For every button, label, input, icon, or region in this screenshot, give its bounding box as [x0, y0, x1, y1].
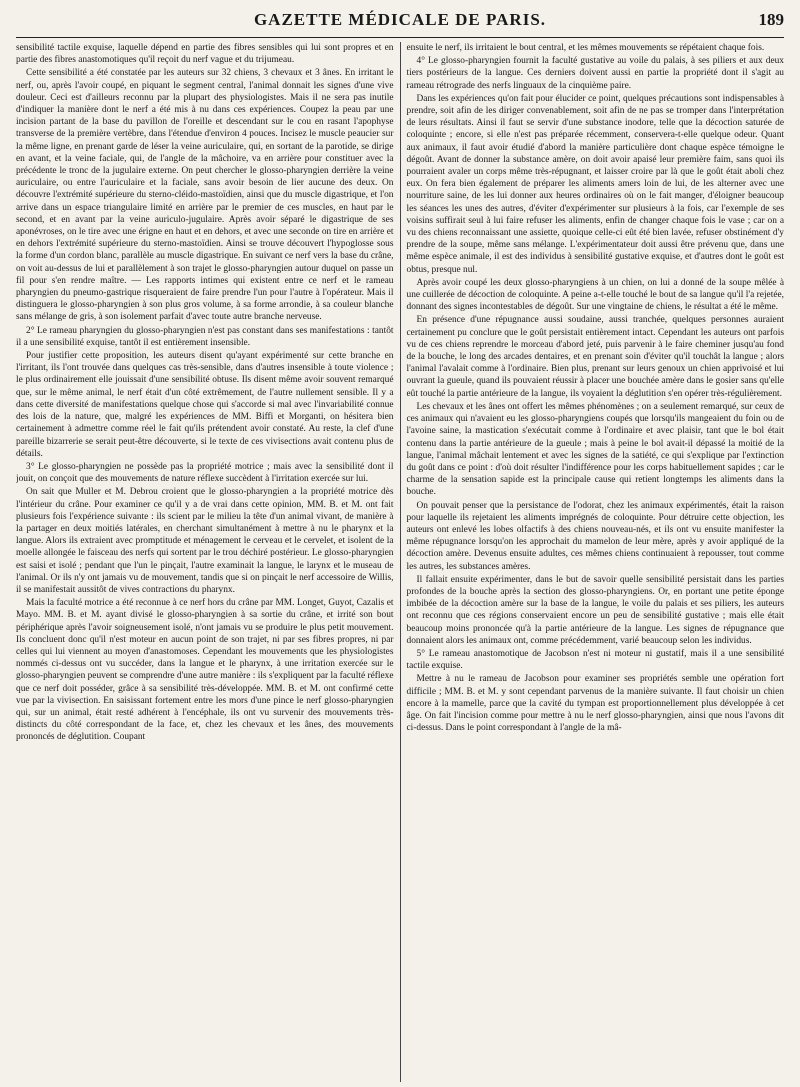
paragraph: 2° Le rameau pharyngien du glosso-pharyngien n'est pas constant dans ses manifestations : tantôt il a une sensibilité exquise, tantôt il est entièrement insensible.: [16, 325, 394, 348]
paragraph: 5° Le rameau anastomotique de Jacobson n'est ni moteur ni gustatif, mais il a une sensibilité tactile exquise.: [406, 648, 784, 672]
paragraph: Dans les expériences qu'on fait pour élucider ce point, quelques précautions sont indispensables à prendre, soit afin de les diriger convenablement, soit afin de ne pas se tromper dans l'interprétation de leurs résultats. Ainsi il faut se servir d'une substance inodore, telle que la décoction saturée de coloquinte ; encore, si elle n'est pas préparée récemment, conservera-t-elle quelque odeur. Quant aux animaux, il faut avoir étudié d'abord la manière particulière dont chaque espèce témoigne le dégoût. Avant de donner la substance amère, on doit avoir apaisé leur première faim, sans quoi ils pourraient avaler un corps même très-répugnant, et laisser croire par là que le goût était aboli chez eux. On fera bien également de préparer les aliments amers loin de lui, de les alterner avec une nourriture saine, de les lui donner aux heures ordinaires où on le fait manger, d'éloigner beaucoup les séances les unes des autres, d'éviter d'expérimenter sur plusieurs à la fois, car l'exemple de ses voisins suffirait seul à lui faire refuser les aliments, enfin de changer chaque fois le vase ; car on a vu des chiens reconnaissant une assiette, quoique celle-ci eût été bien lavée, refuser obstinément d'y prendre de la soupe, même sans mélange. L'expérimentateur doit aussi être prévenu que, dans une même espèce animale, il est des individus à sensibilité gustative exquise, et d'autres dont le goût est obtus, presque nul.: [406, 93, 784, 275]
paragraph: sensibilité tactile exquise, laquelle dépend en partie des fibres sensibles qui lui sont propres et en partie des fibres anastomotiques qu'il reçoit du nerf vague et du trijumeau.: [16, 43, 394, 66]
paragraph: Mais la faculté motrice a été reconnue à ce nerf hors du crâne par MM. Longet, Guyot, Cazalis et Mayo. MM. B. et M. ayant divisé le glosso-pharyngien à sa sortie du crâne, et irrité son bout périphérique après l'avoir soigneusement isolé, n'ont jamais vu se produire le plus petit mouvement. Ils concluent donc qu'il n'est moteur en aucun point de son trajet, ni par ses fibres propres, ni par celles qui lui viennent au moyen d'anastomoses. Cependant les mouvements que les physiologistes nommés ci-dessus ont vu succéder, dans la langue et le pharynx, à une irritation exercée sur le glosso-pharyngien peuvent se comprendre d'une autre manière : ils s'expliquent par la faculté réflexe que ce nerf doit posséder, grâce à sa sensibilité très-développée. MM. B. et M. ont confirmé cette vue par la vivisection. En saisissant fortement entre les mors d'une pince le nerf glosso-pharyngien qui, sur un animal, était resté adhérent à l'encéphale, ils ont vu survenir des mouvements très-distincts du côté correspondant de la face, et, chez les chevaux et les ânes, des mouvements prononcés de déglutition. Coupant: [16, 598, 394, 743]
paragraph: Mettre à nu le rameau de Jacobson pour examiner ses propriétés semble une opération fort difficile ; MM. B. et M. y sont cependant parvenus de la manière suivante. Il faut choisir un chien encore à la mamelle, parce que la cavité du tympan est proportionnellement plus développée à cet âge. On fait l'incision comme pour mettre à nu le nerf glosso-pharyngien, ainsi que nous l'avons dit ci-dessus. Dans le point correspondant à l'angle de la mâ-: [406, 674, 784, 734]
paragraph: 4° Le glosso-pharyngien fournit la faculté gustative au voile du palais, à ses piliers et aux deux tiers postérieurs de la langue. Ces derniers doivent aussi en partie la propriété dont il s'agit au rameau rétrograde des nerfs linguaux de la cinquième paire.: [406, 56, 784, 91]
paragraph: En présence d'une répugnance aussi soudaine, aussi tranchée, quelques personnes auraient certainement pu conclure que le goût persistait entièrement intact. Cependant les auteurs ont parfois vu de ces chiens reprendre le morceau d'abord jeté, puis parvenir à le faire cheminer jusqu'au fond de la bouche, le long des arcades dentaires, et en prenant soin d'éviter qu'il touchât la langue ; alors l'animal l'avalait comme à l'ordinaire. Bien plus, prenant sur leurs genoux un chien apprivoisé et lui ouvrant la gueule, quand ils pouvaient réussir à placer une bouchée amère dans le gosier sans qu'elle eût touché la partie antérieure de la langue, ils voyaient la déglutition s'en opérer très-régulièrement.: [406, 315, 784, 399]
left-column: [16, 42, 400, 1082]
paragraph: 3° Le glosso-pharyngien ne possède pas la propriété motrice ; mais avec la sensibilité dont il jouit, on conçoit que des mouvements de nature réflexe succèdent à l'irritation exercée sur lui.: [16, 461, 394, 485]
paragraph: ensuite le nerf, ils irritaient le bout central, et les mêmes mouvements se répétaient chaque fois.: [406, 43, 765, 53]
paragraph: Les chevaux et les ânes ont offert les mêmes phénomènes ; on a seulement remarqué, sur ceux de ces animaux qui n'avaient eu les glosso-pharyngiens coupés que lorsqu'ils mangeaient du foin ou de l'avoine saine, la mastication s'exécutait comme à l'ordinaire et avec plaisir, tant que le bol était contenu dans la partie antérieure de la gueule ; mais à peine le bol avait-il dépassé la moitié de la langue, l'animal mâchait lentement et avec les signes de la satiété, ce qui s'explique par l'extinction du goût dans ce point : d'où doit résulter l'indifférence pour les corps habituellement sapides ; car le charme de la sensation sapide est la principale cause qui retient longtemps les aliments dans la bouche.: [406, 401, 784, 498]
paragraph: Pour justifier cette proposition, les auteurs disent qu'ayant expérimenté sur cette branche en l'irritant, ils l'ont trouvée dans quelques cas très-sensible, dans d'autres insensible à toute violence ; le plus ordinairement elle jouissait d'une sensibilité obtuse. Ils disent même avoir souvent remarqué que, sur le même animal, le nerf était d'un côté extrêmement, de l'autre nullement sensible. Il y a dans cette diversité de manifestations quelque chose qui s'accorde si mal avec l'invariabilité connue des lois de la nature, que, malgré les expériences de MM. Biffi et Morganti, on hésitera bien certainement à admettre comme réel le fait qu'ils prétendent avoir constaté. Au reste, la clef d'une pareille bizarrerie se serait peut-être découverte, si le texte de ces vivisections avait contenu plus de détails.: [16, 351, 394, 459]
paragraph: Cette sensibilité a été constatée par les auteurs sur 32 chiens, 3 chevaux et 3 ânes. En irritant le nerf, ou, après l'avoir coupé, en piquant le segment central, l'animal donnait les signes d'une vive douleur. Ceci est d'ailleurs reconnu par la plupart des physiologistes. Mais il ne sera pas inutile d'indiquer la manière dont le nerf a été mis à nu dans ces expériences. Coupez la peau par une incision partant de la base du pavillon de l'oreille et descendant sur le cou en rasant l'apophyse transverse de la première vertèbre, dans l'étendue d'environ 4 pouces. Incisez le muscle peaucier sur la même ligne, en prenant garde de léser la veine auriculaire, qui, en sortant de la parotide, se dirige en avant, et la veine faciale, qui, de l'angle de la mâchoire, va en arrière pour constituer avec la précédente le tronc de la jugulaire externe. On peut chercher le glosso-pharyngien derrière la veine auriculaire, ou entre l'auriculaire et la faciale, sans avoir besoin de lier aucune des deux. On découvre l'extrémité supérieure du sterno-cléido-mastoïdien, ainsi que du muscle digastrique, et l'on arrive dans un espace triangulaire limité en arrière par le premier de ces muscles, en haut par le second, et en avant par la veine auriculo-jugulaire. Après avoir séparé le digastrique de ses aponévroses, on le tire avec une érigne en haut et en dehors, et avec une seconde on tire en arrière et en dehors l'extrémité supérieure du sterno-mastoïdien. Ainsi se trouve découvert l'hypoglosse sous la forme d'un cordon blanc, parallèle au muscle digastrique. En suivant ce nerf vers la base du crâne, on voit au-dessus de lui et parallèlement à son trajet le glosso-pharyngien autour duquel on passe un fil pour s'en rendre maître. — Les rapports intimes qui existent entre ce nerf et le rameau pharyngien du pneumo-gastrique risqueraient de faire prendre l'un pour l'autre à l'opérateur. Mais il distinguera le glosso-pharyngien à son plus gros volume, à sa forme arrondie, à sa couleur blanche sans mélange de gris, à son isolement parfait d'avec toute autre branche nerveuse.: [16, 68, 394, 323]
paragraph: Il fallait ensuite expérimenter, dans le but de savoir quelle sensibilité persistait dans les parties profondes de la bouche après la section des glosso-pharyngiens. Or, en portant une petite éponge imbibée de la décoction amère sur la base de la langue, le voile du palais et ses piliers, les auteurs ont reconnu que ces régions conservaient encore un peu de sensibilité gustative ; mais elle était beaucoup moins prononcée qu'à la partie antérieure de la langue. Les signes de répugnance que donnaient alors les animaux ont, comme précédemment, varié beaucoup selon les individus.: [406, 574, 784, 646]
page-header: [16, 10, 784, 38]
text-columns: [16, 42, 784, 1082]
journal-title: GAZETTE MÉDICALE DE PARIS.: [253, 10, 547, 29]
page-number: 189: [758, 10, 784, 29]
paragraph: Après avoir coupé les deux glosso-pharyngiens à un chien, on lui a donné de la soupe mêlée à une cuillerée de décoction de coloquinte. A peine a-t-elle touché le bout de sa langue qu'il l'a rejetée, donnant des signes incontestables de dégoût. Sur une vingtaine de chiens, le résultat a été le même.: [406, 277, 784, 313]
paragraph: On pouvait penser que la persistance de l'odorat, chez les animaux expérimentés, était la raison pour laquelle ils rejetaient les aliments imprégnés de coloquinte. Pour détruire cette objection, les auteurs ont enlevé les lobes olfactifs à des chiens nouveau-nés, et ils ont vu ensuite manifester la même répugnance lorsqu'on les approchait du mamelon de leur mère, après y avoir appliqué de la décoction amère. Devenus ensuite adultes, ces mêmes chiens continuaient à repousser, tout comme les autres, les substances amères.: [406, 500, 784, 572]
paragraph: On sait que Muller et M. Debrou croient que le glosso-pharyngien a la propriété motrice dès l'intérieur du crâne. Pour examiner ce qu'il y a de vrai dans cette opinion, MM. B. et M. ont fait plusieurs fois l'expérience suivante : ils scient par le milieu la tête d'un animal vivant, de manière à la partager en deux moitiés latérales, en cherchant simultanément à mettre à nu le pharynx et la langue. Alors ils extraient avec promptitude et ménagement le cerveau et le cervelet, et isolent de la moelle allongée le faisceau des nerfs qui sortent par le trou déchiré postérieur. Le glosso-pharyngien est saisi et isolé ; pendant que l'un le pinçait, l'autre examinait la langue, le larynx et le museau de l'animal. Or ils n'y ont jamais vu de mouvement, tandis que si on pinçait le nerf accessoire de Willis, il se manifestait aussitôt de vives contractions du pharynx.: [16, 487, 394, 595]
right-column: [400, 42, 785, 1082]
